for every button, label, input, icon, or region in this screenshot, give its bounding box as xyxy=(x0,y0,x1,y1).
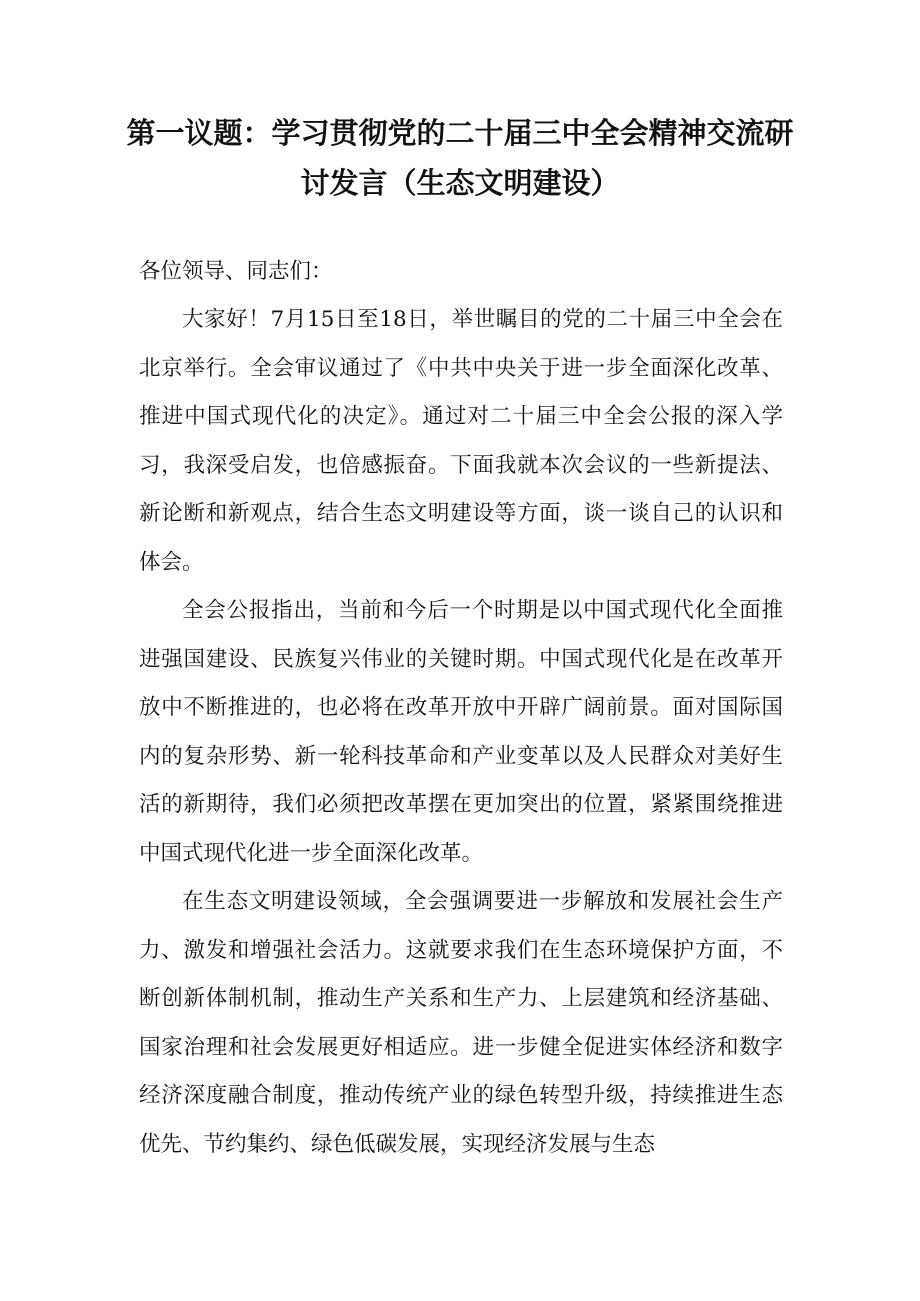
paragraph-2: 全会公报指出，当前和今后一个时期是以中国式现代化全面推进强国建设、民族复兴伟业的关键时期。中国式现代化是在改革开放中不断推进的，也必将在改革开放中开辟广阔前景。面对国际国内的复杂形势、新一轮科技革命和产业变革以及人民群众对美好生活的新期待，我们必须把改革摆在更加突出的位置，紧紧围绕推进中国式现代化进一步全面深化改革。 xyxy=(139,598,783,866)
paragraph-1: 大家好！7月15日至18日，举世瞩目的党的二十届三中全会在北京举行。全会审议通过了《中共中央关于进一步全面深化改革、推进中国式现代化的决定》。通过对二十届三中全会公报的深入学习，我深受启发，也倍感振奋。下面我就本次会议的一些新提法、新论断和新观点，结合生态文明建设等方面，谈一谈自己的认识和体会。 xyxy=(139,307,783,575)
document-title: 第一议题：学习贯彻党的二十届三中全会精神交流研讨发言（生态文明建设） xyxy=(126,116,794,200)
paragraph-3: 在生态文明建设领域，全会强调要进一步解放和发展社会生产力、激发和增强社会活力。这就要求我们在生态环境保护方面，不断创新体制机制，推动生产关系和生产力、上层建筑和经济基础、国家治理和社会发展更好相适应。进一步健全促进实体经济和数字经济深度融合制度，推动传统产业的绿色转型升级，持续推进生态优先、节约集约、绿色低碳发展，实现经济发展与生态 xyxy=(139,889,783,1157)
salutation: 各位领导、同志们： xyxy=(139,259,333,284)
